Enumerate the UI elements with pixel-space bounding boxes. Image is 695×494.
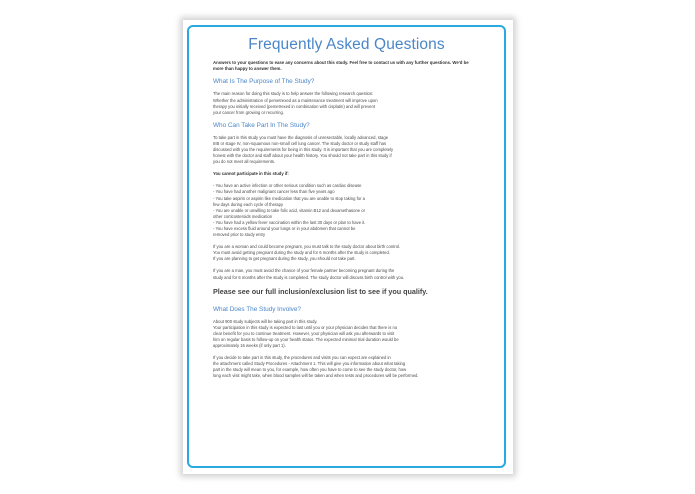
list-item: - You have had another malignant cancer less than five years ago [213, 189, 335, 195]
list-item: - You have an active infection or other serious condition such as cardiac disease [213, 183, 362, 189]
men-text: If you are a man, you must avoid the chance of your female partner becoming pregnant during the study and for 6 months after the study is completed. The study doctor will discuss birth control with you. [213, 268, 405, 280]
list-item: - You have excess fluid around your lungs or in your abdomen that cannot be [213, 226, 356, 231]
purpose-text: The main reason for doing this study is to help answer the following research question: Whether the administration of pemetrexed as a maintenance treatment will improve upon therapy you initially received (pemetrexed in combination with cisplatin) and will prevent your cancer from growing or recurring. [213, 91, 378, 115]
list-item: other corticosteroids medication [213, 213, 273, 219]
list-item: - You are unable or unwilling to take folic acid, vitamin B12 and dexamethasone or [213, 207, 366, 213]
women-text: If you are a woman and could become pregnant, you must talk to the study doctor about birth control. You must avoid getting pregnant during the study and for 6 months after the study is completed. If you are planning to get pregnant during the study, you should not take part. [213, 244, 401, 262]
cannot-participate-label: You cannot participate in this study if: [213, 171, 289, 177]
heading-purpose: What Is The Purpose of The Study? [213, 78, 315, 86]
involve-text-1: About 900 study subjects will be taking part in this study. Your participation in this study is expected to last until you or your physician decides that there is no clear benefit for you to continue treatment. However, your physician will ask you afterwards to visit him on regular basis to follow-up on your health status. The expected minimal trial duration would be approximately 16 weeks (if only part 1). [213, 318, 399, 349]
list-item: removed prior to study entry [213, 232, 266, 238]
heading-involve: What Does The Study Involve? [213, 305, 301, 313]
exclusion-list [213, 183, 480, 238]
list-item: - You have had a yellow fever vaccination within the last 30 days or plan to have it. [213, 219, 366, 225]
involve-text-2: If you decide to take part in this study, the procedures and visits you can expect are explained in the attachment called Study Procedures - Attachment 1. This will give you information about what taking part in the study will mean to you, for example, how often you have to come to see the study doctor, how long each visit might take, when blood samples will be taken and when tests and procedures will be performed. [213, 355, 419, 379]
list-item: few days during each cycle of therapy [213, 201, 284, 207]
heading-who: Who Can Take Part In The Study? [213, 121, 310, 129]
qualify-callout: Please see our full inclusion/exclusion list to see if you qualify. [213, 286, 428, 296]
document-title: Frequently Asked Questions [248, 36, 445, 53]
faq-document [187, 25, 506, 468]
list-item: - You take aspirin or aspirin like medication that you are unable to stop taking for a [213, 195, 366, 201]
who-text: To take part in this study you must have the diagnosis of unresectable, locally advanced, stage IIIB or stage IV, non-squamous non-small cell lung cancer. The study doctor or study staff has discussed with you the requirements for being in this study. It is important that you are completely honest with the doctor and staff about your health history. You should not take part in this study if you do not meet all requirements. [213, 134, 394, 165]
intro-text: Answers to your questions to ease any concerns about this study. Feel free to contact us with any further questions. We'd be more than happy to answer them. [213, 60, 469, 72]
